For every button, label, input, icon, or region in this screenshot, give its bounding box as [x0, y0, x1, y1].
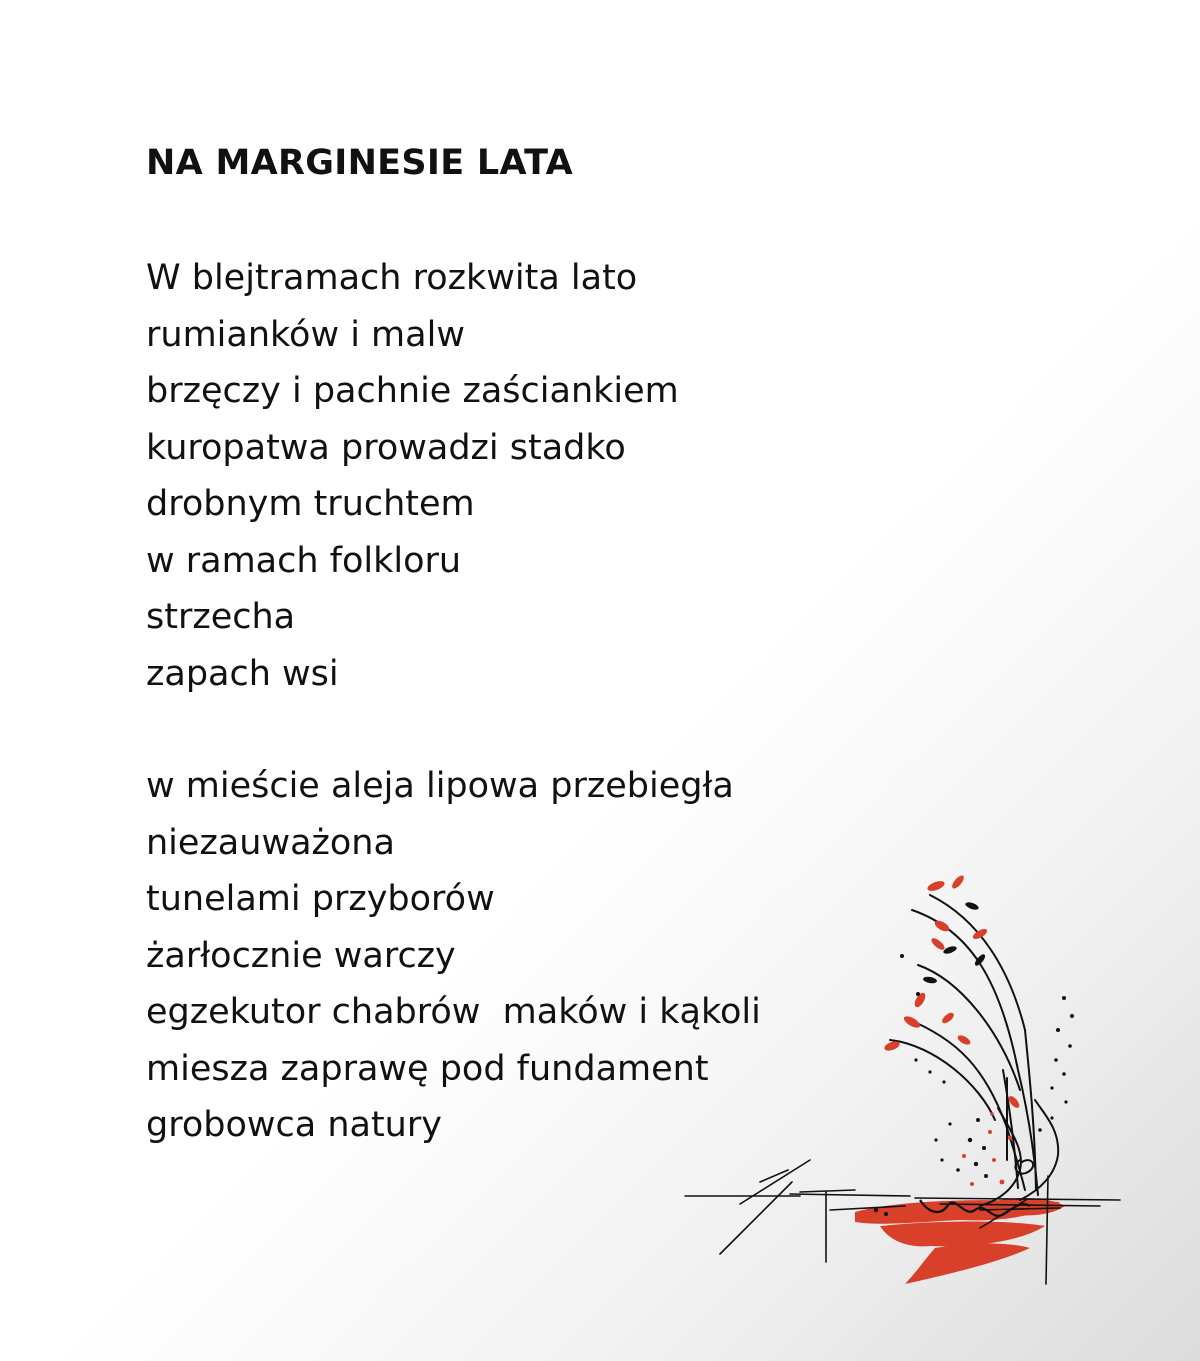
poem-line: egzekutor chabrów maków i kąkoli [146, 992, 761, 1032]
plant-stems [890, 895, 1058, 1206]
red-paint-strokes [855, 1198, 1065, 1284]
poem-line: niezauważona [146, 822, 395, 863]
poem-line: grobowca natury [146, 1105, 442, 1145]
poem-line: w ramach folkloru [146, 540, 462, 581]
scatter-dots [874, 954, 1074, 1216]
poem-line: miesza zaprawę pod fundament [146, 1048, 709, 1089]
poem-line: rumianków i malw [146, 314, 465, 355]
poem-line: brzęczy i pachnie zaściankiem [146, 371, 679, 411]
poem-line: żarłocznie warczy [146, 935, 456, 976]
poem-title: NA MARGINESIE LATA [146, 143, 574, 183]
poem-line: w mieście aleja lipowa przebiegła [146, 766, 734, 806]
poem-line: kuropatwa prowadzi stadko [146, 427, 626, 468]
poem-line: W blejtramach rozkwita lato [146, 258, 638, 298]
poem-line: tunelami przyborów [146, 879, 495, 919]
poem-line: strzecha [146, 597, 296, 637]
poem-line: zapach wsi [146, 653, 339, 694]
poem-line: drobnym truchtem [146, 484, 475, 524]
branch-illustration [680, 870, 1130, 1290]
stanza-1 [146, 250, 906, 702]
